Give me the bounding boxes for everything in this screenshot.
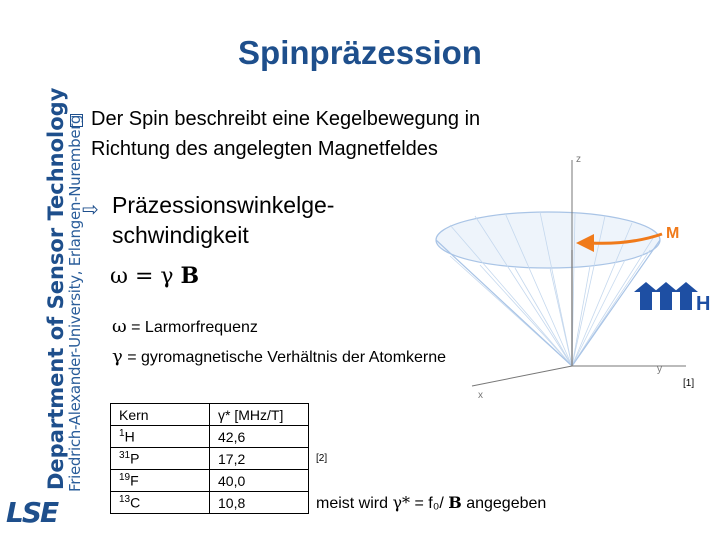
note-prefix: meist wird [316,495,393,512]
x-axis [472,366,572,386]
mass-number: 1 [119,428,125,440]
table-header-cell: Kern [111,404,210,426]
table-row [111,448,309,470]
table-cell: 10,8 [210,492,309,514]
table-cell: 17,2 [210,448,309,470]
formula-omega: ω [110,264,128,289]
sub-line-2: schwindigkeit [112,222,249,248]
bullet-square-icon [70,114,83,127]
sub-line-1: Präzessionswinkelge- [112,192,335,218]
h-label: H [696,293,711,315]
sidebar [0,0,84,540]
department-label: Department of Sensor Technology [44,87,68,490]
note-gamma: γ* [392,493,411,512]
table-header-row [111,404,309,426]
definition-omega-text: = Larmorfrequenz [126,319,258,336]
field-arrows [634,282,698,310]
lse-logo: LSE [6,496,58,529]
sub-bullet-text [112,190,334,250]
bullet-line-1: Der Spin beschreibt eine Kegelbewegung in [91,108,481,130]
note-suffix: angegeben [461,495,547,512]
precession-diagram [340,140,720,400]
table-cell [111,448,210,470]
table-cell [111,470,210,492]
definition-omega-symbol: ω [112,316,127,337]
note-b: B [448,493,462,512]
table-cell: 40,0 [210,470,309,492]
element-symbol: F [130,472,139,489]
element-symbol: P [130,450,140,467]
element-symbol: H [124,428,135,445]
larmor-formula [110,263,199,289]
nucleus-table [110,403,309,514]
formula-equals: = [127,264,161,289]
page-title: Spinpräzession [238,34,482,71]
field-arrow-icon [634,282,658,310]
sub-arrow-icon: ⇨ [82,199,99,221]
z-axis-label: z [576,154,581,165]
table-cell: 42,6 [210,426,309,448]
table-header-cell: γ* [MHz/T] [210,404,309,426]
table-row [111,426,309,448]
field-arrow-icon [674,282,698,310]
y-axis-label: y [657,364,662,375]
table-row [111,470,309,492]
note-middle: = f₀/ [410,495,449,512]
mass-number: 31 [119,450,131,462]
m-label: M [666,225,680,242]
citation-2: [2] [316,453,328,464]
definition-gamma-text: = gyromagnetische Verhältnis der Atomkerne [122,349,447,366]
citation-1: [1] [683,378,695,389]
footnote-gamma [316,493,546,513]
definition-gamma-symbol: γ [112,346,123,367]
definition-omega [112,316,258,337]
table-row [111,492,309,514]
x-axis-label: x [478,390,483,400]
mass-number: 13 [119,494,131,506]
field-arrow-icon [654,282,678,310]
table-cell [111,426,210,448]
formula-gamma: γ [160,264,174,289]
formula-b: B [180,263,200,289]
cone [436,212,660,366]
mass-number: 19 [119,472,131,484]
table-cell [111,492,210,514]
university-label: Friedrich-Alexander-University, Erlangen-Nuremberg [66,114,84,492]
element-symbol: C [130,494,141,511]
bullet-line-2: Richtung des angelegten Magnetfeldes [91,138,438,160]
